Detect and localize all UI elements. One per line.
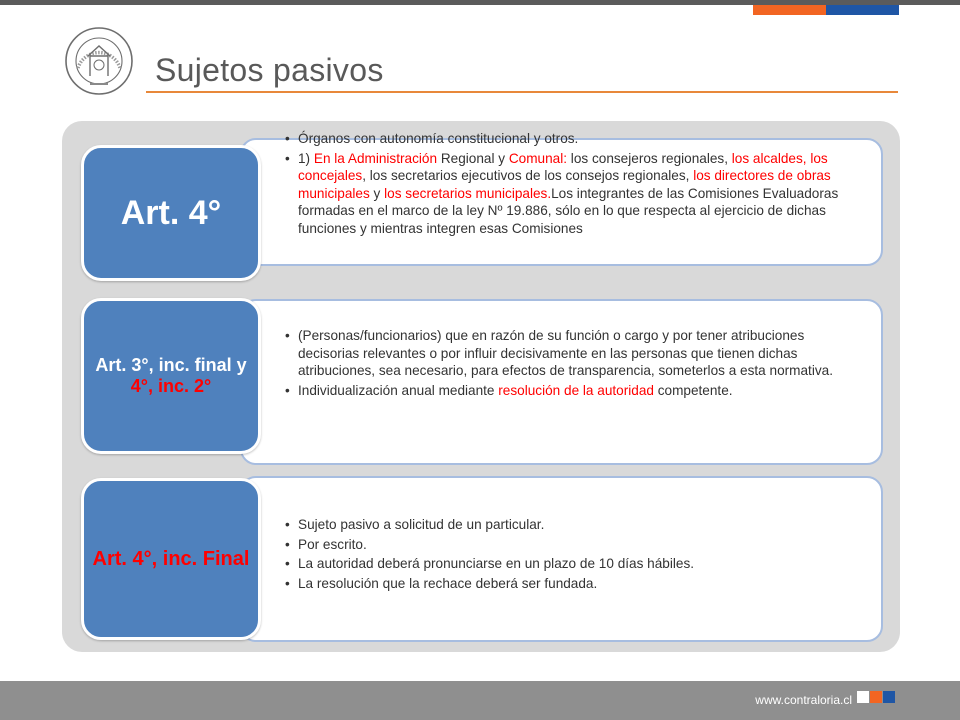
label-text: Art. 4° [120, 193, 222, 232]
section-bullets-art-3 [284, 327, 844, 401]
top-accent-strip [680, 5, 899, 15]
label-text: Art. 4°, inc. Final [92, 547, 250, 570]
bullet-item: • La resolución que la rechace deberá ser fundada. [284, 575, 844, 593]
bullet-item: • Sujeto pasivo a solicitud de un particular. [284, 516, 844, 534]
accent-blue [826, 5, 899, 15]
section-label-art-4-final [81, 478, 261, 640]
page-title: Sujetos pasivos [155, 52, 384, 88]
bullet-item: • (Personas/funcionarios) que en razón de su función o cargo y por tener atribuciones decisorias relevantes o por influir decisivamente en las personas que tienen dichas atribuciones, sea necesario, para efectos de transparencia, someterlos a esta normativa. [284, 327, 844, 380]
accent-orange [753, 5, 826, 15]
bullet-item: • La autoridad deberá pronunciarse en un plazo de 10 días hábiles. [284, 555, 844, 573]
footer-square-blue [883, 691, 895, 703]
bullet-item: • 1) En la Administración Regional y Comunal: los consejeros regionales, los alcaldes, los concejales, los secretarios ejecutivos de los consejos regionales, los directores de obras municipales y los secretarios municipales.Los integrantes de las Comisiones Evaluadoras formadas en el marco de la ley Nº 19.886, sólo en lo que respecta al ejercicio de dichas funciones y mientras integren esas Comisiones [284, 150, 844, 238]
section-label-art-4 [81, 145, 261, 281]
bullet-item: • Órganos con autonomía constitucional y otros. [284, 130, 844, 148]
content-panel [62, 121, 900, 652]
accent-white [680, 5, 753, 15]
footer-website: www.contraloria.cl [755, 693, 852, 707]
section-bullets-art-4-final [284, 516, 844, 594]
footer-square-orange [870, 691, 882, 703]
section-label-art-3 [81, 298, 261, 454]
footer-square-white [857, 691, 869, 703]
footer-bar [0, 681, 960, 720]
label-text: Art. 3°, inc. final y 4°, inc. 2° [95, 355, 247, 396]
contraloria-seal-logo [64, 26, 134, 96]
bullet-item: • Individualización anual mediante resolución de la autoridad competente. [284, 382, 844, 400]
bullet-item: • Por escrito. [284, 536, 844, 554]
title-underline [146, 91, 898, 93]
section-bullets-art-4 [284, 130, 844, 239]
